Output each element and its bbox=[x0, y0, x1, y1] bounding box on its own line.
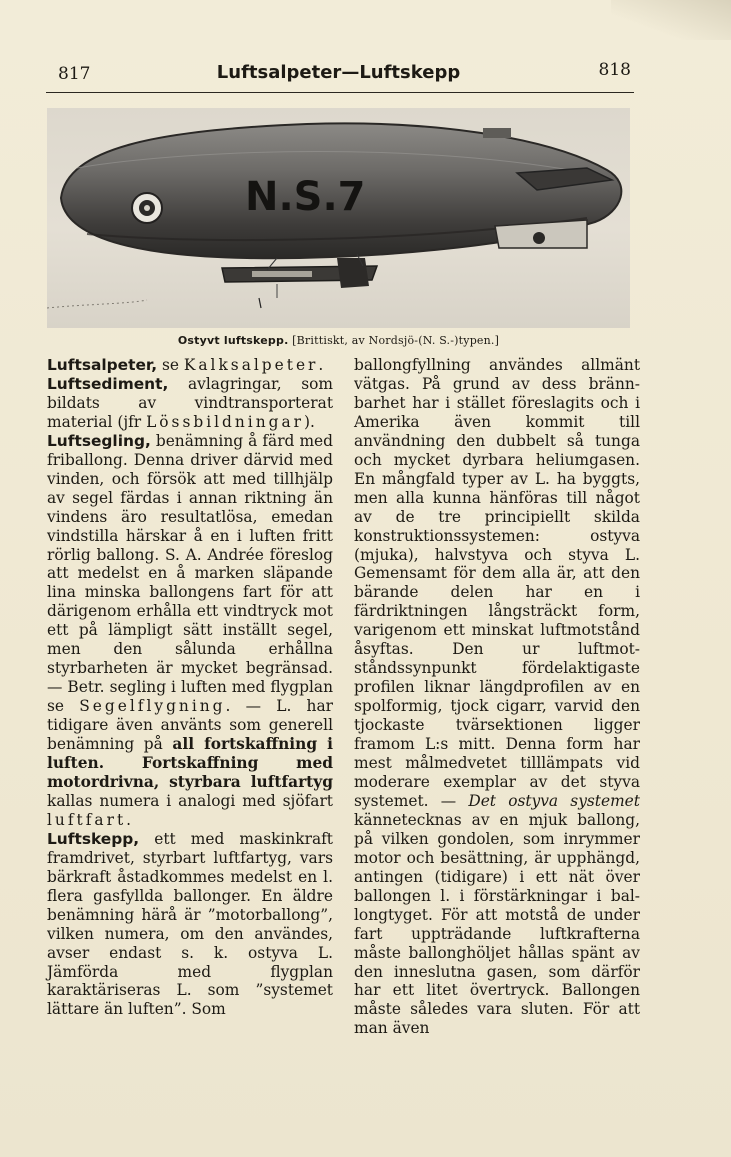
caption-title: Ostyvt luftskepp. bbox=[177, 334, 289, 347]
entry-text: se bbox=[157, 356, 184, 374]
airship-photo bbox=[47, 108, 630, 328]
entry-text: . — L. har tidigare även använts som generell benämning på bbox=[47, 697, 333, 754]
entry-text: ett med maskinkraft framdrivet, styrbart luftfartyg, vars bärkraft åstadkommes medelst en l. flera gasfyllda ballonger. En äldre benämning härå är ”motorballong”, vilken numera, om den användes, avser endast s. k. ostyva L. Jämförda med flygplan karaktäriseras L. som ”systemet lättare än luften”. Som bbox=[47, 829, 333, 1019]
entry-text: ballongfyllning användes allmänt vätgas. På grund av dess brännbarhet har i stället föreslagits och i Amerika även kommit till användning den dubbelt så tunga och mycket dyrbara heliumgasen. En mångfald typer av L. ha byggts, men alla kunna hänföras till något av de tre principiellt skilda konstruktionssystemen: ostyva (mjuka), halvstyva och styva L. Gemensamt för dem alla är, att den bärande delen har en i färdriktningen långsträckt form, varigenom ett minskat luftmotstånd åsyftas. Den ur luftmotståndssynpunkt fördelaktigaste profilen liknar längdprofilen av en spolformig, tjock cigarr, varvid den tjockaste tvärsektionen ligger framom L:s mitt. Denna form har mest målmedvetet tilllämpats vid moderare exemplar av det styva systemet. — bbox=[354, 356, 640, 810]
entry-luftsediment bbox=[47, 375, 333, 432]
entry-text: kännetecknas av en mjuk ballong, på vilken gondolen, som inrymmer motor och besättning, är upphängd, antingen (tidigare) i ett nät över ballongen l. i förstärkningar i ballongtyget. För att motstå de under fart uppträdande luftkrafterna måste ballonghöljet hållas spänt av den inneslutna gasen, som därför har ett litet övertryck. Ballongen måste således vara sluten. För att man även bbox=[354, 810, 640, 1038]
airship-marking: N.S.7 bbox=[245, 174, 366, 220]
entry-term: Luftskepp, bbox=[47, 829, 140, 848]
entry-luftsegling bbox=[47, 432, 333, 830]
right-page-number: 818 bbox=[598, 60, 631, 80]
airship-illustration bbox=[47, 108, 630, 328]
entry-term: Luftsediment, bbox=[47, 374, 169, 393]
entry-term: Luftsegling, bbox=[47, 431, 151, 450]
bold-phrase: all fortskaffning i luften. Fortskaffning med motordrivna, styrbara luftfartyg bbox=[47, 735, 333, 791]
figure-caption bbox=[47, 334, 630, 347]
header-title: Luftsalpeter—Luftskepp bbox=[216, 62, 461, 83]
entry-term: Luftsalpeter, bbox=[47, 356, 158, 374]
page-fold-shadow bbox=[611, 0, 731, 40]
entry-luftskepp bbox=[47, 830, 333, 1020]
entry-text: . bbox=[318, 356, 324, 374]
entry-text: . bbox=[126, 810, 132, 829]
entry-luftsalpeter bbox=[47, 356, 333, 375]
cross-reference: Kalksalpeter bbox=[183, 356, 319, 374]
entry-text: avlagringar, som bildats av vindtransporterat material (jfr bbox=[47, 374, 333, 431]
left-column bbox=[47, 356, 333, 1019]
running-header bbox=[46, 58, 631, 90]
cross-reference: Segelflygning bbox=[79, 697, 226, 716]
caption-detail: [Brittiskt, av Nordsjö-(N. S.-)typen.] bbox=[292, 334, 500, 347]
header-rule bbox=[46, 92, 634, 93]
entry-text: benämning å färd med friballong. Denna driver därvid med vinden, och försök att med tillhjälp av segel färdas i annan riktning än vindens äro resultatlösa, emedan vindstilla härskar å en i luften fritt rörlig ballong. S. A. Andrée föreslog att medelst en å marken släpande lina minska ballongens fart för att därigenom erhålla ett vindtryck mot ett på lämpligt sätt inställt segel, men den sålunda erhållna styrbarheten är mycket begränsad. — Betr. segling i luften med flygplan se bbox=[47, 431, 333, 716]
cross-reference: Lössbildningar bbox=[146, 412, 305, 431]
right-column bbox=[354, 356, 640, 1038]
left-page-number: 817 bbox=[58, 64, 91, 84]
entry-text: ). bbox=[304, 412, 315, 431]
entry-text: kallas numera i analogi med sjöfart bbox=[47, 791, 333, 810]
entry-luftskepp-continued bbox=[354, 356, 640, 1038]
italic-phrase: Det ostyva systemet bbox=[468, 791, 640, 810]
spaced-word: luftfart bbox=[47, 810, 127, 829]
